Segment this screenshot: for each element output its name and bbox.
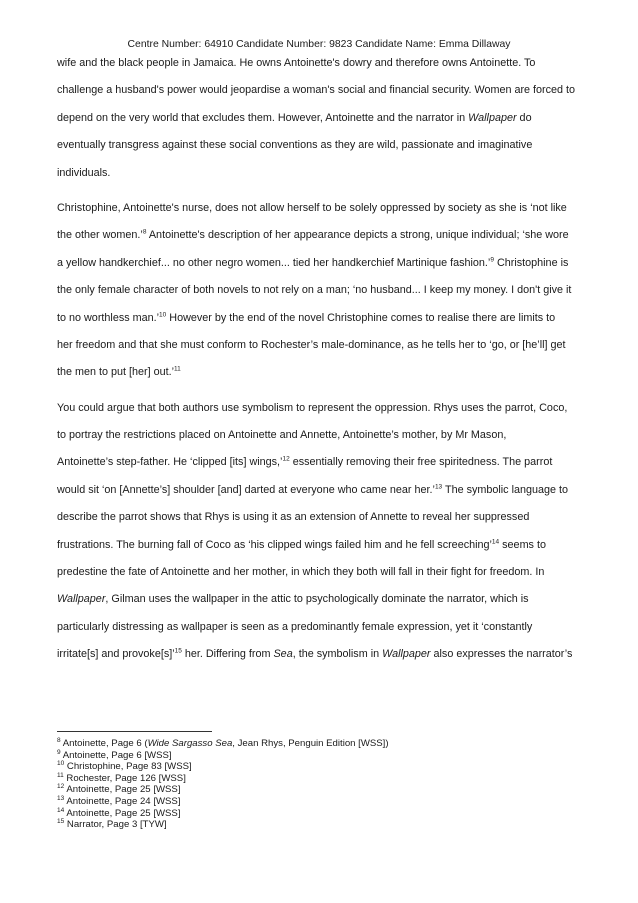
text-line: to portray the restrictions placed on Antoinette and Annette, Antoinette’s mother, by Mr Mason, — [57, 429, 507, 442]
page-header: Centre Number: 64910 Candidate Number: 9823 Candidate Name: Emma Dillaway — [127, 39, 511, 50]
footnote-ref: 9 — [490, 256, 494, 264]
footnote-ref: 13 — [434, 483, 443, 491]
text-line: Antoinette’s step-father. He ‘clipped [its] wings,’$^{12}$ essentially removing their free spiritedness. The parrot — [57, 455, 553, 469]
text-line: frustrations. The burning fall of Coco as ‘his clipped wings failed him and he fell screeching’$^{14}$ seems to — [57, 538, 546, 551]
footnote-10: $^{10}$ Christophine, Page 83 [WSS] — [57, 760, 192, 773]
footnote-14: $^{14}$ Antoinette, Page 25 [WSS] — [57, 806, 181, 819]
text-line: the other women.’$^8$ Antoinette's description of her appearance depicts a strong, unique individual; ‘she wore — [57, 228, 569, 242]
footnote-ref: 15 — [174, 647, 182, 655]
footnotes — [57, 738, 587, 831]
text-line: You could argue that both authors use symbolism to represent the oppression. Rhys uses the parrot, Coco, — [57, 401, 568, 414]
text-line: her freedom and that she must conform to Rochester’s male-dominance, as he tells her to ‘go, or [he’ll] get — [57, 338, 566, 351]
footnote-12: $^{12}$ Antoinette, Page 25 [WSS] — [57, 783, 181, 796]
footnote-8: $^8$ Antoinette, Page 6 (Wide Sargasso Sea, Jean Rhys, Penguin Edition [WSS]) — [57, 736, 389, 749]
text-line: irritate[s] and provoke[s]’$^{15}$ her. Differing from Sea, the symbolism in Wallpaper also expresses the narrator’s — [57, 647, 573, 661]
footnote-ref: 11 — [174, 365, 181, 373]
text-line: the only female character of both novels to not rely on a man; ‘no husband... I keep my money. I don't give it — [57, 284, 572, 297]
text-line: particularly distressing as wallpaper is seen as a predominantly female expression, yet it ‘constantly — [57, 620, 533, 633]
footnote-ref: 14 — [491, 538, 500, 546]
footnote-ref: 12 — [282, 455, 290, 463]
text-line: depend on the very world that excludes them. However, Antoinette and the narrator in Wallpaper do — [57, 111, 532, 124]
text-line: a yellow handkerchief... no other negro women... tied her handkerchief Martinique fashion.’$^9$ Christophine is — [57, 256, 569, 269]
text-line: Christophine, Antoinette's nurse, does not allow herself to be solely oppressed by society as she is ‘not like — [57, 201, 567, 214]
text-line: would sit ‘on [Annette’s] shoulder [and] darted at everyone who came near her.’$^{13}$ The symbolic language to — [57, 483, 569, 496]
text-line: challenge a husband's power would jeopardise a woman's social and financial security. Women are forced to — [57, 84, 576, 97]
text-line: the men to put [her] out.’$^{11}$ — [57, 365, 181, 379]
text-line: describe the parrot shows that Rhys is using it as an extension of Annette to reveal her suppressed — [57, 511, 530, 524]
footnote-11: $^{11}$ Rochester, Page 126 [WSS] — [57, 771, 186, 784]
text-line: Wallpaper, Gilman uses the wallpaper in the attic to psychologically dominate the narrator, which is — [57, 593, 529, 606]
text-line: individuals. — [57, 166, 111, 179]
footnote-ref: 10 — [159, 310, 167, 318]
text-line: wife and the black people in Jamaica. He owns Antoinette's dowry and therefore owns Antoinette. To — [57, 57, 536, 69]
text-line: to no worthless man.’$^{10}$ However by the end of the novel Christophine comes to realise there are limits to — [57, 310, 556, 324]
footnote-ref: 8 — [142, 228, 147, 236]
text-line: predestine the fate of Antoinette and her mother, in which they both will fall in their fight for freedom. In — [57, 566, 545, 579]
text-line: eventually transgress against these social conventions as they are wild, passionate and imaginative — [57, 139, 533, 152]
essay-body — [57, 56, 587, 675]
footnote-9: $^9$ Antoinette, Page 6 [WSS] — [57, 748, 172, 761]
footnote-15: $^{15}$ Narrator, Page 3 [TYW] — [57, 817, 167, 831]
footnote-13: $^{13}$ Antoinette, Page 24 [WSS] — [57, 794, 181, 807]
footnote-separator — [57, 731, 212, 732]
